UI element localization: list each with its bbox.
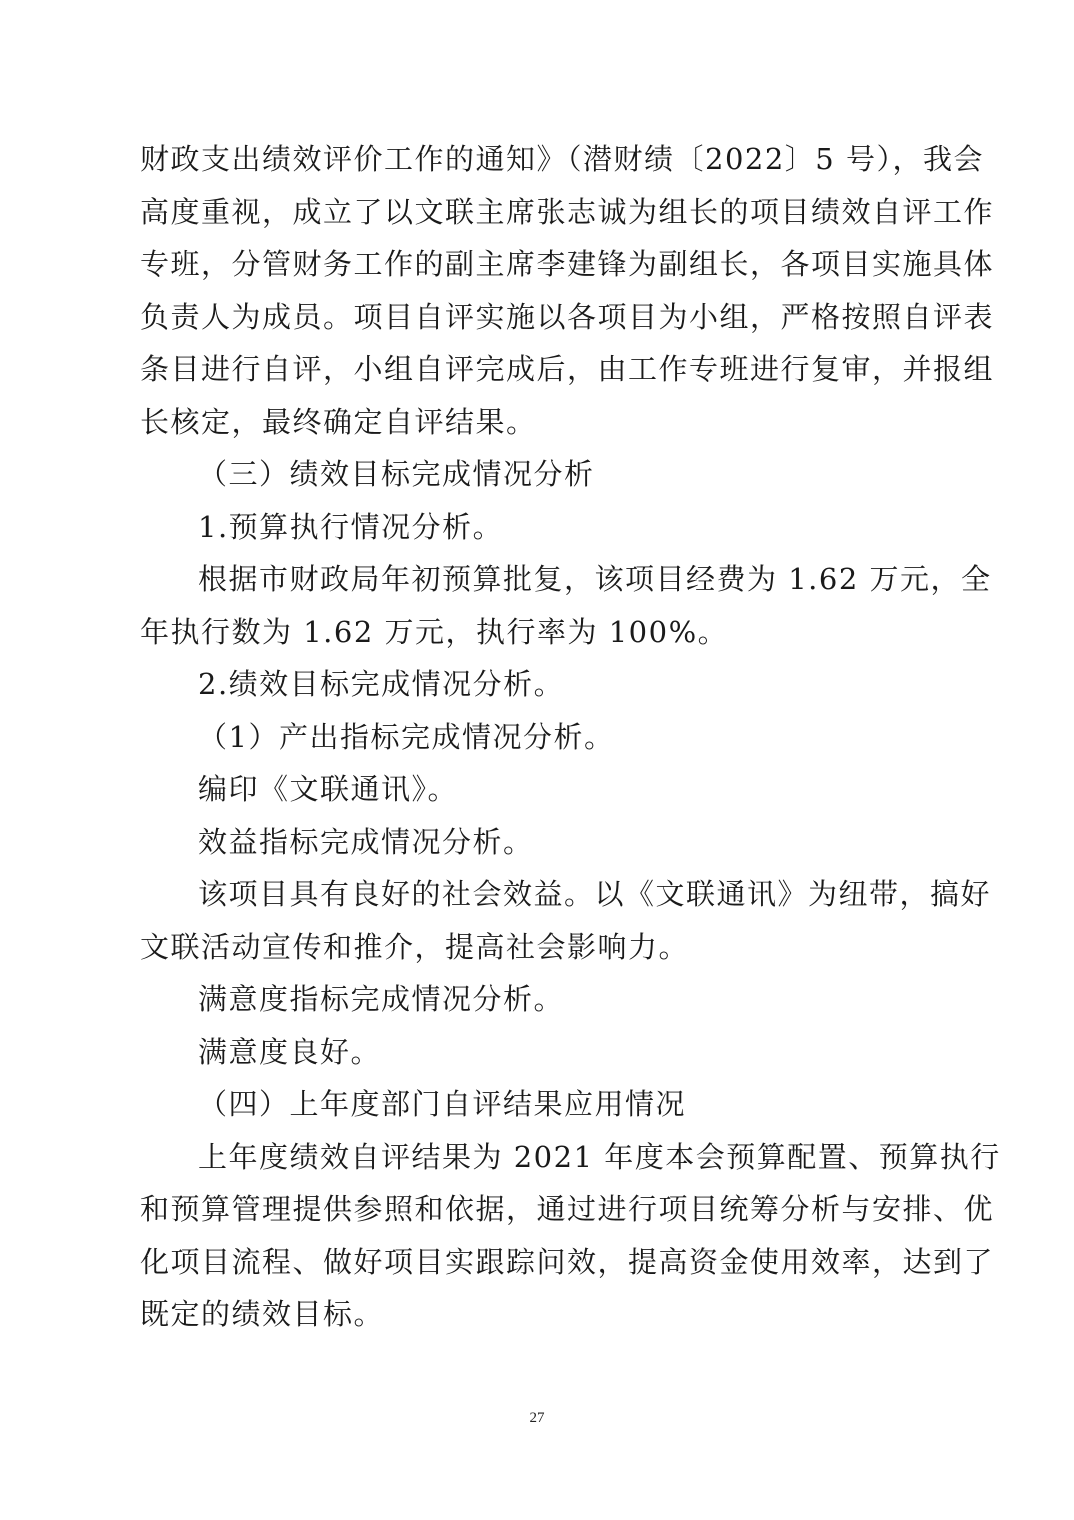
page-number: 27	[529, 1410, 545, 1426]
subsection-heading: （1）产出指标完成情况分析。	[198, 719, 615, 754]
text-line: 根据市财政局年初预算批复，该项目经费为 1.62 万元，全	[198, 562, 992, 596]
text-line: 长核定，最终确定自评结果。	[140, 404, 537, 439]
text-line: 上年度绩效自评结果为 2021 年度本会预算配置、预算执行	[198, 1139, 1001, 1174]
text-line: 和预算管理提供参照和依据，通过进行项目统筹分析与安排、优	[140, 1192, 995, 1226]
subsection-heading: 1.预算执行情况分析。	[198, 509, 504, 544]
subsection-heading: 效益指标完成情况分析。	[198, 824, 534, 859]
subsection-heading: 满意度指标完成情况分析。	[198, 982, 565, 1016]
section-heading: （四）上年度部门自评结果应用情况	[198, 1087, 687, 1121]
section-heading: （三）绩效目标完成情况分析	[198, 457, 595, 491]
text-line: 既定的绩效目标。	[140, 1297, 385, 1331]
text-line: 该项目具有良好的社会效益。以《文联通讯》为纽带，搞好	[198, 877, 992, 911]
subsection-heading: 2.绩效目标完成情况分析。	[198, 667, 565, 701]
text-line: 文联活动宣传和推介，提高社会影响力。	[140, 929, 690, 964]
text-line: 年执行数为 1.62 万元，执行率为 100%。	[140, 614, 729, 649]
text-line: 化项目流程、做好项目实跟踪问效，提高资金使用效率，达到了	[140, 1244, 995, 1279]
text-line: 条目进行自评，小组自评完成后，由工作专班进行复审，并报组	[140, 352, 995, 386]
text-line: 高度重视，成立了以文联主席张志诚为组长的项目绩效自评工作	[140, 194, 995, 229]
text-line: 编印《文联通讯》。	[198, 772, 459, 806]
text-line: 专班，分管财务工作的副主席李建锋为副组长，各项目实施具体	[140, 247, 995, 281]
text-line: 负责人为成员。项目自评实施以各项目为小组，严格按照自评表	[140, 299, 995, 334]
text-line: 财政支出绩效评价工作的通知》（潜财绩〔2022〕5 号），我会	[140, 142, 984, 176]
text-line: 满意度良好。	[198, 1034, 382, 1069]
body-text	[140, 133, 1001, 1341]
